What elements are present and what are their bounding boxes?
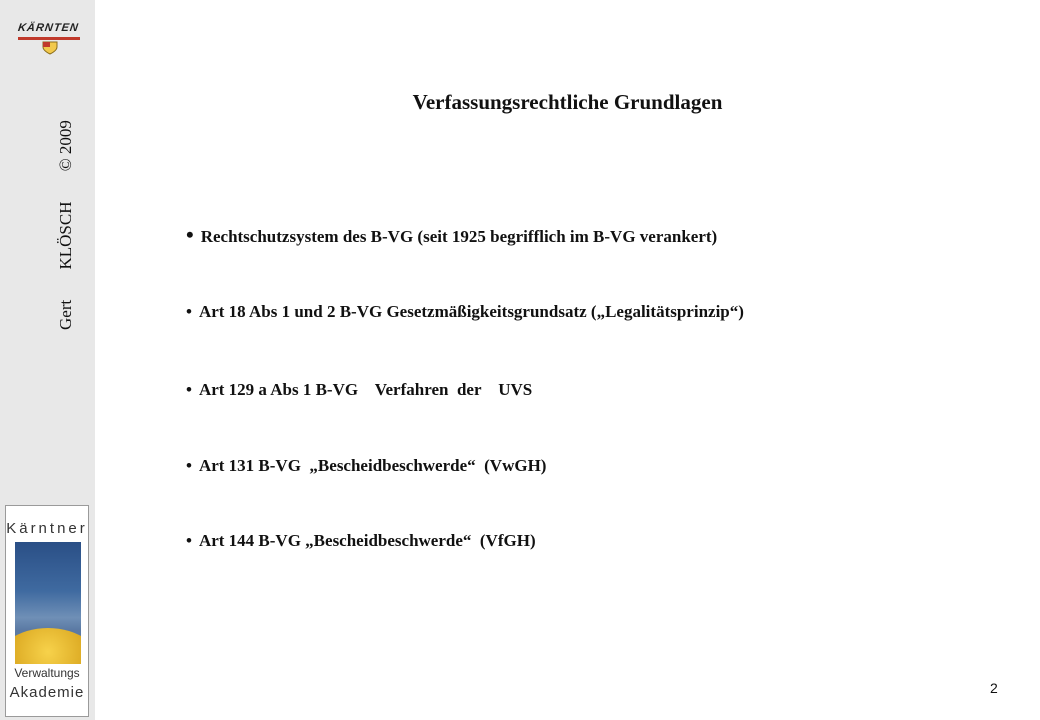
kaernten-logo-text: KÄRNTEN (17, 22, 80, 34)
bullet-item (186, 380, 532, 400)
bullet-item (186, 456, 546, 476)
bullet-item (186, 302, 744, 322)
kaernten-logo (14, 20, 84, 58)
bullet-icon: • (186, 456, 192, 475)
author-last-name: KLÖSCH (56, 201, 75, 270)
bullet-text: Art 144 B-VG „Bescheidbeschwerde“ (VfGH) (198, 531, 536, 550)
sidebar (0, 0, 95, 720)
bullet-icon: • (186, 531, 192, 550)
akademie-logo-image (15, 542, 81, 664)
copyright-text: © 2009 (56, 120, 75, 172)
page-number: 2 (990, 680, 998, 696)
bullet-text: Rechtschutzsystem des B-VG (seit 1925 begrifflich im B-VG verankert) (200, 227, 718, 246)
bullet-text: Art 129 a Abs 1 B-VG Verfahren der UVS (198, 380, 533, 399)
akademie-logo-line3: Akademie (9, 684, 85, 701)
bullet-icon: • (186, 380, 192, 399)
author-copyright (56, 94, 76, 330)
coat-of-arms-icon (42, 41, 58, 55)
author-first-name: Gert (56, 299, 75, 330)
akademie-logo-top-text: Kärntner (6, 520, 88, 537)
slide-title: Verfassungsrechtliche Grundlagen (412, 90, 723, 114)
bullet-text: Art 131 B-VG „Bescheidbeschwerde“ (VwGH) (198, 456, 547, 475)
bullet-item (186, 222, 717, 248)
bullet-text: Art 18 Abs 1 und 2 B-VG Gesetzmäßigkeitsgrundsatz („Legalitätsprinzip“) (198, 302, 744, 321)
akademie-logo-line2: Verwaltungs (14, 666, 80, 680)
verwaltungsakademie-logo (5, 505, 89, 717)
bullet-icon: • (186, 222, 194, 247)
bullet-icon: • (186, 302, 192, 321)
bullet-item (186, 531, 536, 551)
kaernten-logo-bar (18, 37, 80, 40)
